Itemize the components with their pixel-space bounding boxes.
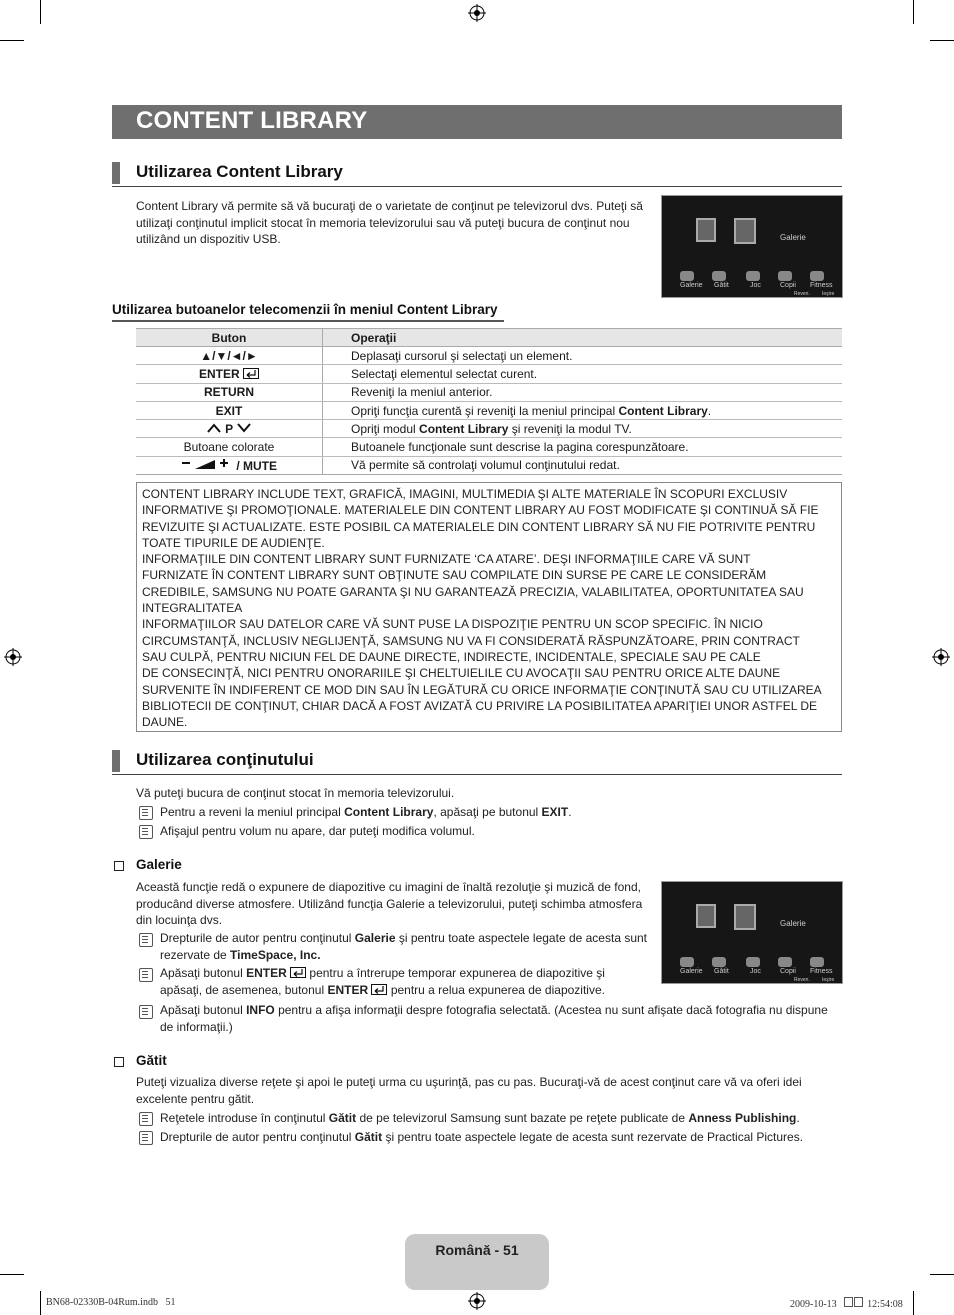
enter-icon — [243, 368, 259, 379]
thumb-icon-label: Gătit — [714, 968, 729, 975]
disclaimer-line: INFORMATIVE ŞI PROMOŢIONALE. MATERIALELE DIN CONTENT LIBRARY AU FOST MODIFICATE ŞI CONTINUĂ SĂ FIE — [142, 503, 819, 518]
disclaimer-box — [136, 482, 842, 732]
disclaimer-line: SURVENITE ÎN INDIFERENT CE MOD DIN SAU ÎN LEGĂTURĂ CU ORICE INFORMAŢIE CONŢINUTĂ SAU CU UTILIZAREA — [142, 682, 822, 697]
table-header: Buton — [136, 329, 323, 347]
thumb-center-label: Galerie — [780, 919, 806, 928]
disclaimer-line: REVIZUITE ŞI ACTUALIZATE. ESTE POSIBIL CA MATERIALELE DIN CONTENT LIBRARY SĂ NU FIE POTRIVITE PENTRU — [142, 519, 816, 534]
volume-icon — [181, 458, 233, 470]
note-text: Apăsaţi butonul ENTER pentru a întrerupe temporar expunerea de diapozitive şi apăsaţi, de asemenea, butonul ENTER pentru a relua expunerea de diapozitive. — [160, 966, 605, 997]
crop-mark — [913, 0, 914, 24]
crop-mark — [930, 40, 954, 41]
copii-icon — [778, 957, 792, 967]
thumb-exit-label: Ieşire — [822, 977, 835, 983]
paragraph-line: Această funcţie redă o expunere de diapozitive cu imagini de înaltă rezoluţie şi muzică de fond, — [136, 880, 641, 894]
page-number-tab — [405, 1234, 549, 1290]
table-cell-button: EXIT — [136, 401, 323, 419]
galerie-icon — [680, 271, 694, 281]
note-text: Pentru a reveni la meniul principal Content Library, apăsaţi pe butonul EXIT. — [160, 805, 572, 819]
section-marker — [112, 750, 120, 772]
crop-mark — [40, 0, 41, 24]
thumb-icon-label: Copii — [780, 968, 796, 975]
imprint-date: 2009-10-13 12:54:08 — [790, 1299, 903, 1310]
disclaimer-line: INTEGRALITATEA — [142, 601, 243, 616]
table-cell-op: Vă permite să controlaţi volumul conţinutului redat. — [323, 456, 843, 474]
disclaimer-line: INFORMAŢIILE DIN CONTENT LIBRARY SUNT FURNIZATE ‘CA ATARE’. DEŞI INFORMAŢIILE CARE VĂ SUNT — [142, 552, 751, 567]
registration-mark-icon — [468, 1292, 486, 1310]
remote-buttons-heading: Utilizarea butoanelor telecomenzii în meniul Content Library — [112, 302, 498, 317]
thumb-center-label: Galerie — [780, 233, 806, 242]
enter-label: ENTER — [198, 366, 240, 381]
note-text: Drepturile de autor pentru conţinutul Galerie şi pentru toate aspectele legate de acesta sunt rezervate de TimeSpace, Inc. — [160, 931, 648, 962]
enter-icon — [371, 984, 387, 995]
disclaimer-line: CIRCUMSTANŢĂ, INCLUSIV NEGLIJENŢĂ, SAMSUNG NU VA FI CONSIDERATĂ RĂSPUNZĂTOARE, PRIN CONTRACT — [142, 633, 800, 648]
checkbox-bullet-icon — [114, 861, 124, 871]
chevron-up-icon — [206, 423, 222, 433]
disclaimer-line: TOATE TIPURILE DE AUDIENŢE. — [142, 535, 325, 550]
note-text: Reţetele introduse în conţinutul Gătit de pe televizorul Samsung sunt bazate pe reţete publicate de Anness Publishing. — [160, 1111, 800, 1125]
thumb-icon-label: Joc — [750, 282, 761, 289]
gallery-frame — [734, 218, 756, 244]
disclaimer-line: DAUNE. — [142, 715, 188, 730]
mute-label: / MUTE — [236, 458, 277, 473]
gallery-frame — [696, 218, 716, 242]
table-row — [136, 438, 842, 456]
table-cell-button — [136, 456, 323, 474]
table-cell-op: Reveniţi la meniul anterior. — [323, 383, 843, 401]
table-row — [136, 456, 842, 474]
thumb-icon-label: Joc — [750, 968, 761, 975]
note-icon — [139, 933, 153, 947]
note-text: Apăsaţi butonul INFO pentru a afişa informaţii despre fotografia selectată. (Acestea nu sunt afişate dacă fotografia nu dispune de informaţii.) — [160, 1003, 828, 1034]
thumb-icon-label: Fitness — [810, 968, 833, 975]
note-text: Afişajul pentru volum nu apare, dar puteţi modifica volumul. — [160, 824, 475, 838]
intro-line: Content Library vă permite să vă bucuraţi de o varietate de conţinut pe televizorul dvs. Puteţi să — [136, 199, 643, 213]
disclaimer-line: FURNIZATE ÎN CONTENT LIBRARY SUNT OBŢINUTE SAU COMPILATE DIN SURSE PE CARE LE CONSIDERĂM — [142, 568, 767, 583]
table-cell-op: Deplasaţi cursorul şi selectaţi un element. — [323, 347, 843, 365]
heading-underline — [112, 320, 504, 322]
note-icon — [139, 825, 153, 839]
checkbox-bullet-icon — [114, 1057, 124, 1067]
note-icon — [139, 968, 153, 982]
intro-line: utilizaţi conţinutul implicit stocat în memoria televizorului sau vă puteţi bucura de conţinut nou — [136, 215, 630, 230]
section-title: Utilizarea Content Library — [136, 162, 343, 181]
gatit-icon — [712, 271, 726, 281]
gallery-frame — [734, 904, 756, 930]
thumb-icon-label: Galerie — [680, 282, 703, 289]
thumb-exit-label: Ieşire — [822, 291, 835, 297]
paragraph-line: din locuinţa dvs. — [136, 913, 223, 927]
thumb-icon-label: Gătit — [714, 282, 729, 289]
table-row — [136, 383, 842, 401]
intro-line: utilizând un dispozitiv USB. — [136, 232, 281, 246]
remote-buttons-table — [136, 328, 842, 475]
table-cell-button — [136, 420, 323, 438]
note-icon — [139, 1005, 153, 1019]
page-title: CONTENT LIBRARY — [136, 107, 368, 134]
thumb-return-label: Reven. — [794, 977, 810, 983]
table-header: Operaţii — [323, 329, 843, 347]
table-cell-op: Butoanele funcţionale sunt descrise la pagina corespunzătoare. — [323, 438, 843, 456]
disclaimer-line: SAU CULPĂ, PENTRU NICIUN FEL DE DAUNE DIRECTE, INDIRECTE, INCIDENTALE, SPECIALE SAU PE CALE — [142, 649, 761, 664]
thumb-icon-label: Fitness — [810, 282, 833, 289]
registration-mark-icon — [468, 4, 486, 22]
note-icon — [139, 1112, 153, 1126]
table-cell-button: Butoane colorate — [136, 438, 323, 456]
gatit-heading: Gătit — [114, 1053, 167, 1068]
table-cell-button: ▲/▼/◄/► — [136, 347, 323, 365]
disclaimer-line: INFORMAŢIILOR SAU DATELOR CARE VĂ SUNT PUSE LA DISPOZIŢIE PENTRU UN SCOP SPECIFIC. ÎN NICIO — [142, 617, 763, 632]
table-row — [136, 365, 842, 383]
page-number: Română - 51 — [435, 1242, 519, 1258]
paragraph-line: producând diverse atmosfere. Utilizând funcţia Galerie a televizorului, puteţi schimba atmosfera — [136, 896, 643, 911]
channel-label: P — [225, 421, 233, 436]
enter-icon — [290, 967, 306, 978]
section-marker — [112, 162, 120, 184]
table-cell-op: Selectaţi elementul selectat curent. — [323, 365, 843, 383]
galerie-heading: Galerie — [114, 857, 182, 872]
galerie-icon — [680, 957, 694, 967]
imprint-file: BN68-02330B-04Rum.indb 51 — [46, 1297, 176, 1308]
crop-mark — [0, 40, 24, 41]
gatit-icon — [712, 957, 726, 967]
thumb-icon-label: Galerie — [680, 968, 703, 975]
crop-mark — [0, 1274, 24, 1275]
table-row — [136, 401, 842, 419]
copii-icon — [778, 271, 792, 281]
thumb-return-label: Reven. — [794, 291, 810, 297]
crop-mark — [40, 1291, 41, 1315]
disclaimer-line: BIBLIOTECII DE CONŢINUT, CHIAR DACĂ A FOST AVIZATĂ CU PRIVIRE LA POSIBILITATEA APARIŢIEI UNOR ASTFEL DE — [142, 698, 818, 713]
chevron-down-icon — [236, 423, 252, 433]
gallery-frame — [696, 904, 716, 928]
paragraph-line: excelente pentru gătit. — [136, 1091, 255, 1106]
disclaimer-line: CREDIBILE, SAMSUNG NU POATE GARANTA ŞI NU GARANTEAZĂ PRECIZIA, VALABILITATEA, OPORTUNITATEA SAU — [142, 584, 804, 599]
table-cell-button: RETURN — [136, 383, 323, 401]
note-icon — [139, 1131, 153, 1145]
galerie-paragraph — [136, 879, 656, 929]
page-title-bar — [112, 105, 842, 139]
registration-mark-icon — [4, 648, 22, 666]
galerie-screenshot — [661, 881, 843, 984]
table-cell-op: Opriţi funcţia curentă şi reveniţi la meniul principal Content Library. — [323, 401, 843, 419]
disclaimer-line: CONTENT LIBRARY INCLUDE TEXT, GRAFICĂ, IMAGINI, MULTIMEDIA ŞI ALTE MATERIALE ÎN SCOPURI EXCLUSIV — [142, 487, 788, 501]
section-title: Utilizarea conţinutului — [136, 750, 314, 769]
thumb-icon-label: Copii — [780, 282, 796, 289]
crop-mark — [930, 1274, 954, 1275]
paragraph-line: Puteţi vizualiza diverse reţete şi apoi le puteţi urma cu uşurinţă, pas cu pas. Bucuraţi-vă de acest conţinut care vă va oferi idei — [136, 1075, 802, 1089]
table-row — [136, 347, 842, 365]
note-text: Drepturile de autor pentru conţinutul Gătit şi pentru toate aspectele legate de acesta sunt rezervate de Practical Pictures. — [160, 1130, 804, 1144]
section-heading-utilizarea-continutului — [112, 750, 842, 775]
section2-intro: Vă puteţi bucura de conţinut stocat în memoria televizorului. — [136, 786, 455, 800]
gatit-paragraph — [136, 1074, 846, 1107]
disclaimer-line: DE CONSECINŢĂ, NICI PENTRU ONORARIILE ŞI CHELTUIELILE CU AVOCAŢII SAU PENTRU ORICE ALTE DAUNE — [142, 666, 781, 681]
joc-icon — [746, 271, 760, 281]
section-heading-utilizarea-content-library — [112, 162, 842, 187]
content-library-screenshot — [661, 195, 843, 298]
table-row — [136, 420, 842, 438]
crop-mark — [913, 1291, 914, 1315]
fitness-icon — [810, 957, 824, 967]
registration-mark-icon — [932, 648, 950, 666]
table-header-row — [136, 329, 842, 347]
table-cell-button — [136, 365, 323, 383]
fitness-icon — [810, 271, 824, 281]
table-cell-op: Opriţi modul Content Library şi reveniţi la modul TV. — [323, 420, 843, 438]
intro-paragraph — [136, 198, 656, 248]
note-icon — [139, 806, 153, 820]
joc-icon — [746, 957, 760, 967]
